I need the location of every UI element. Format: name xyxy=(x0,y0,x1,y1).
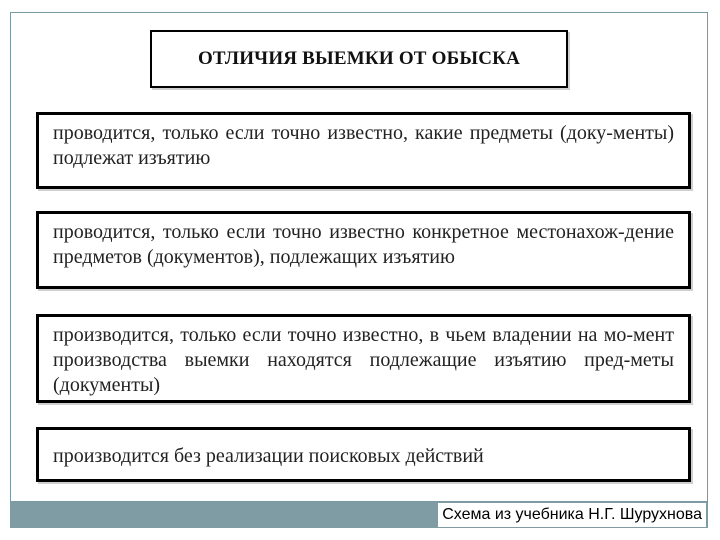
difference-text-3: производится, только если точно известно, в чьем владении на мо-мент производства выемки находятся подлежащие изъятию пред-меты (документы) xyxy=(53,324,674,396)
difference-box-2 xyxy=(36,211,691,289)
difference-box-1 xyxy=(36,112,691,189)
difference-box-4 xyxy=(36,427,691,482)
difference-box-3 xyxy=(36,314,691,403)
diagram-title: ОТЛИЧИЯ ВЫЕМКИ ОТ ОБЫСКА xyxy=(197,48,521,69)
difference-text-1: проводится, только если точно известно, какие предметы (доку-менты) подлежат изъятию xyxy=(53,122,674,169)
source-caption: Схема из учебника Н.Г. Шурухнова xyxy=(438,503,706,527)
difference-text-2: проводится, только если точно известно конкретное местонахож-дение предметов (документов), подлежащих изъятию xyxy=(53,221,674,268)
difference-text-4: производится без реализации поисковых действий xyxy=(53,445,484,467)
diagram-title-box xyxy=(150,30,568,88)
caption-bar xyxy=(10,502,708,528)
